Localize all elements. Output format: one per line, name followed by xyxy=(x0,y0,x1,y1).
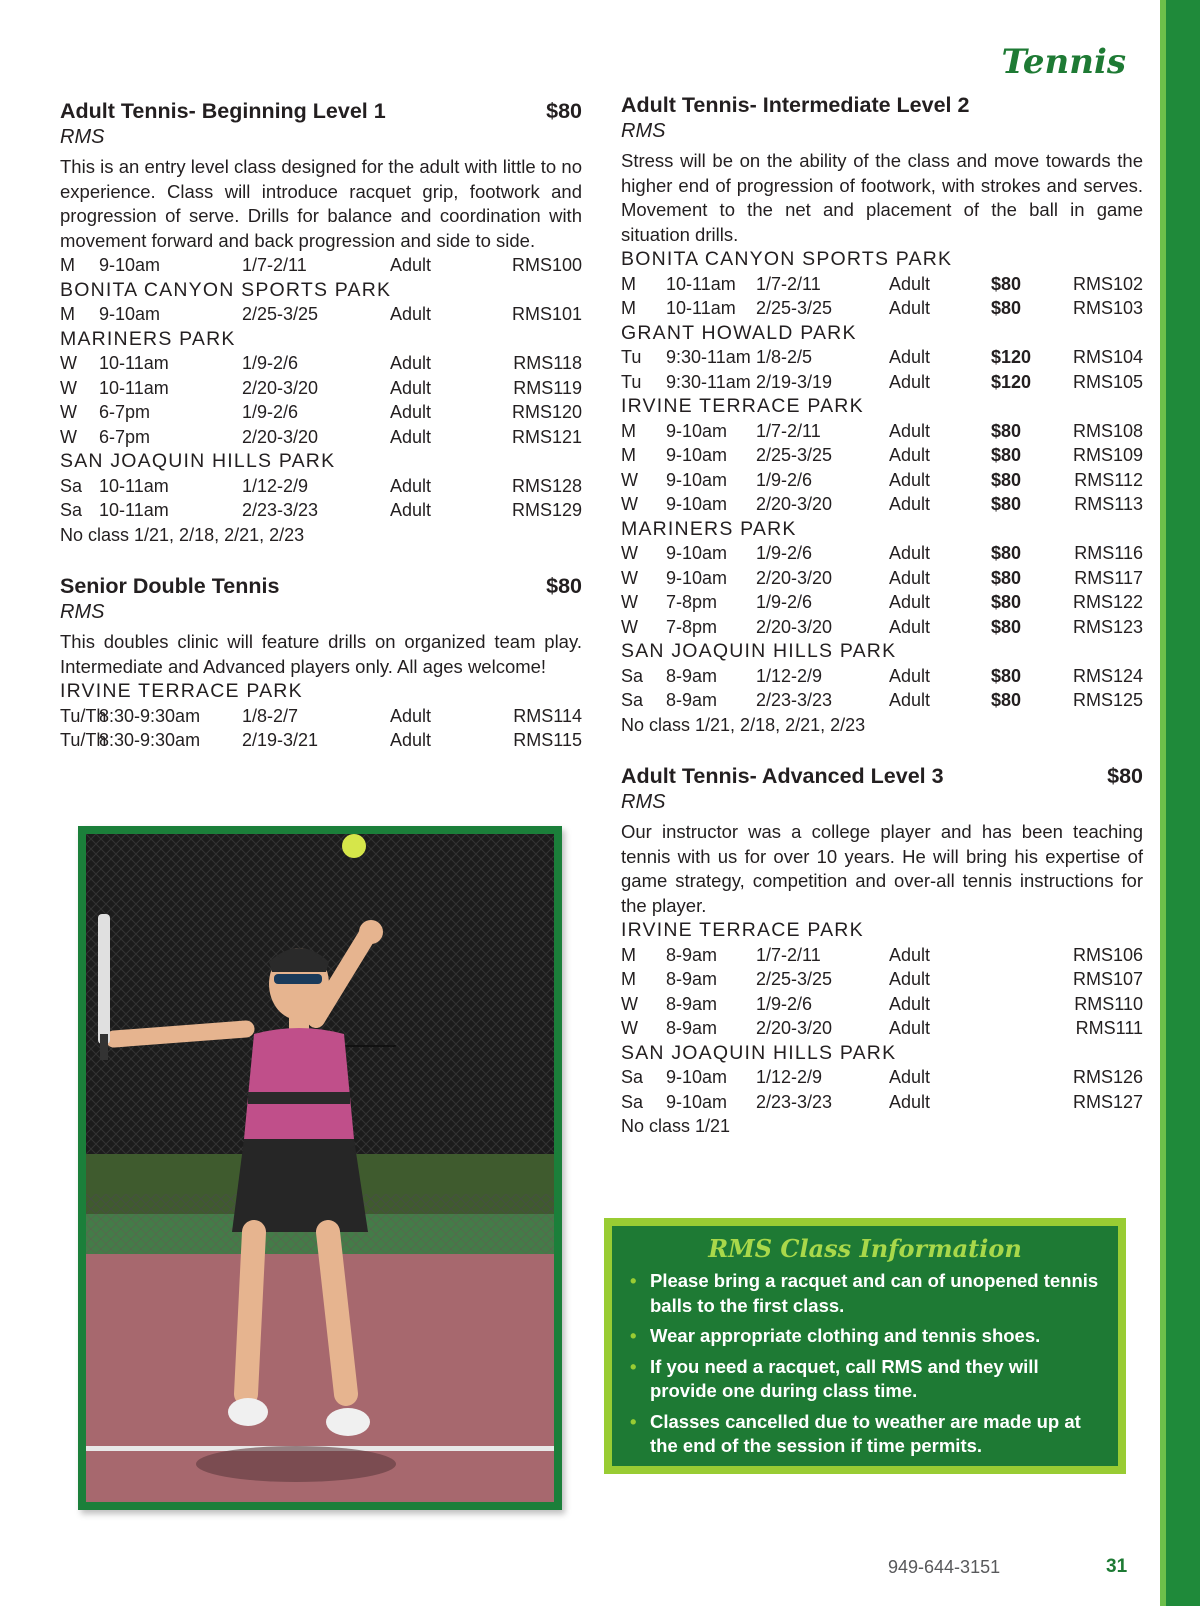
row-course-code: RMS128 xyxy=(511,475,582,496)
row-day: M xyxy=(621,298,636,318)
location-heading: SAN JOAQUIN HILLS PARK xyxy=(621,1041,897,1064)
row-day: W xyxy=(621,494,638,514)
row-dates: 2/20-3/20 xyxy=(242,426,319,447)
location-heading: MARINERS PARK xyxy=(621,517,797,540)
location-heading: BONITA CANYON SPORTS PARK xyxy=(60,278,392,301)
row-dates: 2/20-3/20 xyxy=(756,494,833,514)
row-course-code: RMS104 xyxy=(1072,347,1143,367)
row-course-code: RMS129 xyxy=(511,500,582,520)
info-box xyxy=(604,1218,1126,1474)
row-day: W xyxy=(621,543,638,563)
class-section xyxy=(621,763,1143,1139)
row-age: Adult xyxy=(889,690,931,710)
location-heading: SAN JOAQUIN HILLS PARK xyxy=(60,450,336,472)
row-course-code: RMS103 xyxy=(1072,298,1143,318)
row-dates: 1/7-2/11 xyxy=(242,255,307,275)
section-description: Our instructor was a college player and has been teaching tennis with us for over 10 years. He will bring his expertise of game strategy, competition and over-all tennis instructions for the player. xyxy=(621,821,1143,916)
location-heading: MARINERS PARK xyxy=(60,327,236,350)
row-dates: 2/20-3/20 xyxy=(756,567,833,588)
row-course-code: RMS101 xyxy=(511,304,582,324)
schedule-row xyxy=(621,492,1143,517)
row-dates: 1/12-2/9 xyxy=(756,1067,823,1087)
section-header xyxy=(621,92,1143,119)
row-time: 10-11am xyxy=(666,273,736,294)
row-day: W xyxy=(60,426,77,447)
schedule-row xyxy=(60,474,582,499)
schedule-row xyxy=(60,498,582,523)
row-day: Sa xyxy=(621,1067,644,1087)
row-time: 8-9am xyxy=(666,993,718,1014)
schedule-row xyxy=(621,1065,1143,1090)
row-time: 7-8pm xyxy=(666,616,718,637)
row-course-code: RMS124 xyxy=(1072,665,1143,686)
row-time: 9-10am xyxy=(666,420,728,441)
section-provider: RMS xyxy=(621,791,666,813)
row-age: Adult xyxy=(390,475,432,496)
row-dates: 1/12-2/9 xyxy=(242,475,309,496)
row-dates: 1/9-2/6 xyxy=(756,993,813,1014)
row-dates: 1/8-2/7 xyxy=(242,705,299,726)
row-dates: 2/20-3/20 xyxy=(756,616,833,637)
row-age: Adult xyxy=(390,402,432,422)
row-dates: 1/9-2/6 xyxy=(242,402,299,422)
info-item xyxy=(630,1355,1100,1404)
section-title: Adult Tennis- Intermediate Level 2 xyxy=(621,93,970,117)
class-section xyxy=(621,92,1143,737)
section-note: No class 1/21, 2/18, 2/21, 2/23 xyxy=(60,524,305,545)
schedule-row xyxy=(60,400,582,425)
row-time: 9-10am xyxy=(666,543,728,563)
row-time: 10-11am xyxy=(99,353,169,373)
photo-image xyxy=(86,834,554,1502)
row-dates: 1/9-2/6 xyxy=(242,353,299,373)
row-price: $80 xyxy=(991,298,1022,318)
row-time: 9:30-11am xyxy=(666,371,751,392)
row-dates: 2/23-3/23 xyxy=(242,500,319,520)
row-age: Adult xyxy=(889,273,931,294)
row-price: $80 xyxy=(991,469,1022,490)
location-heading: GRANT HOWALD PARK xyxy=(621,321,857,344)
schedule-row xyxy=(621,615,1143,640)
row-time: 8:30-9:30am xyxy=(99,730,201,750)
row-course-code: RMS125 xyxy=(1072,690,1143,710)
row-price: $80 xyxy=(991,445,1022,465)
row-day: Sa xyxy=(60,475,83,496)
row-course-code: RMS115 xyxy=(513,730,582,750)
row-course-code: RMS126 xyxy=(1072,1067,1143,1087)
row-dates: 1/7-2/11 xyxy=(756,273,821,294)
info-item-text: If you need a racquet, call RMS and they will provide one during class time. xyxy=(650,1355,1039,1401)
right-column xyxy=(621,92,1143,1165)
bullet-icon: • xyxy=(630,1270,637,1291)
row-time: 9-10am xyxy=(99,255,161,275)
row-day: Sa xyxy=(60,500,83,520)
row-course-code: RMS123 xyxy=(1072,616,1143,637)
row-day: Sa xyxy=(621,690,644,710)
schedule-row xyxy=(621,370,1143,395)
row-age: Adult xyxy=(889,494,931,514)
row-day: W xyxy=(621,469,638,490)
section-title: Adult Tennis- Advanced Level 3 xyxy=(621,764,944,788)
location-heading: IRVINE TERRACE PARK xyxy=(621,919,864,941)
row-time: 8:30-9:30am xyxy=(99,705,201,726)
row-time: 8-9am xyxy=(666,944,718,965)
row-day: W xyxy=(621,592,638,612)
section-price: $80 xyxy=(546,99,582,123)
row-time: 10-11am xyxy=(99,500,169,520)
row-course-code: RMS107 xyxy=(1072,969,1143,989)
section-header xyxy=(621,763,1143,790)
schedule-row xyxy=(621,419,1143,444)
row-course-code: RMS112 xyxy=(1074,469,1143,490)
schedule-row xyxy=(60,253,582,278)
row-price: $80 xyxy=(991,592,1022,612)
section-note: No class 1/21 xyxy=(621,1116,731,1136)
location-heading: IRVINE TERRACE PARK xyxy=(60,680,303,702)
row-course-code: RMS108 xyxy=(1072,420,1143,441)
row-dates: 2/25-3/25 xyxy=(242,304,319,324)
row-dates: 1/12-2/9 xyxy=(756,665,823,686)
row-price xyxy=(991,1065,1061,1090)
row-course-code: RMS105 xyxy=(1072,371,1143,392)
row-day: Sa xyxy=(621,665,644,686)
row-age: Adult xyxy=(889,665,931,686)
bullet-icon: • xyxy=(630,1410,637,1432)
row-time: 10-11am xyxy=(666,298,736,318)
row-day: M xyxy=(621,944,636,965)
row-dates: 2/19-3/19 xyxy=(756,371,833,392)
row-course-code: RMS106 xyxy=(1072,944,1143,965)
row-course-code: RMS122 xyxy=(1072,592,1143,612)
row-day: W xyxy=(621,1018,638,1038)
schedule-row xyxy=(621,590,1143,615)
row-day: M xyxy=(621,969,636,989)
row-age: Adult xyxy=(390,705,432,726)
row-price: $80 xyxy=(991,616,1022,637)
side-color-bar xyxy=(1160,0,1200,1606)
row-age: Adult xyxy=(889,567,931,588)
row-time: 10-11am xyxy=(99,475,169,496)
row-age: Adult xyxy=(390,500,432,520)
row-course-code: RMS117 xyxy=(1074,567,1143,588)
row-price: $80 xyxy=(991,665,1022,686)
row-time: 6-7pm xyxy=(99,426,151,447)
section-provider: RMS xyxy=(60,601,105,623)
row-course-code: RMS110 xyxy=(1074,993,1143,1014)
row-day: Sa xyxy=(621,1091,644,1112)
schedule-row xyxy=(621,296,1143,321)
class-section xyxy=(60,98,582,547)
row-day: Tu/Th xyxy=(60,730,107,750)
row-time: 9-10am xyxy=(666,1091,728,1112)
schedule-row xyxy=(60,376,582,401)
section-note: No class 1/21, 2/18, 2/21, 2/23 xyxy=(621,714,866,735)
info-item-text: Please bring a racquet and can of unopened tennis balls to the first class. xyxy=(650,1270,1099,1316)
row-dates: 1/7-2/11 xyxy=(756,944,821,965)
row-price xyxy=(991,967,1061,992)
section-price: $80 xyxy=(1107,764,1143,788)
row-price: $120 xyxy=(991,347,1032,367)
schedule-row xyxy=(60,704,582,729)
row-time: 9-10am xyxy=(666,469,728,490)
row-age: Adult xyxy=(889,298,931,318)
section-title: Adult Tennis- Beginning Level 1 xyxy=(60,99,386,123)
row-dates: 1/9-2/6 xyxy=(756,592,813,612)
schedule-row xyxy=(621,1016,1143,1041)
row-price: $120 xyxy=(991,371,1032,392)
section-header xyxy=(60,573,582,600)
schedule-row xyxy=(621,566,1143,591)
row-price xyxy=(991,992,1061,1017)
row-course-code: RMS121 xyxy=(511,426,582,447)
row-day: Tu xyxy=(621,347,642,367)
row-course-code: RMS109 xyxy=(1072,445,1143,465)
row-dates: 2/25-3/25 xyxy=(756,969,833,989)
info-item-text: Wear appropriate clothing and tennis shoes. xyxy=(650,1325,1041,1346)
row-time: 8-9am xyxy=(666,969,718,989)
row-age: Adult xyxy=(889,993,931,1014)
row-age: Adult xyxy=(390,426,432,447)
row-day: M xyxy=(621,273,636,294)
schedule-row xyxy=(621,967,1143,992)
row-day: M xyxy=(60,304,75,324)
section-description: This doubles clinic will feature drills on organized team play. Intermediate and Advanced players only. All ages welcome! xyxy=(60,631,582,677)
row-course-code: RMS119 xyxy=(513,377,582,398)
row-day: W xyxy=(60,353,77,373)
row-price xyxy=(991,1016,1061,1041)
row-course-code: RMS116 xyxy=(1074,543,1143,563)
row-dates: 1/9-2/6 xyxy=(756,543,813,563)
row-course-code: RMS114 xyxy=(513,705,582,726)
row-age: Adult xyxy=(889,543,931,563)
row-age: Adult xyxy=(889,420,931,441)
row-day: M xyxy=(60,255,75,275)
schedule-row xyxy=(60,351,582,376)
row-course-code: RMS102 xyxy=(1072,273,1143,294)
schedule-row xyxy=(621,1090,1143,1115)
location-heading: BONITA CANYON SPORTS PARK xyxy=(621,248,953,270)
row-price: $80 xyxy=(991,494,1022,514)
row-time: 9-10am xyxy=(666,567,728,588)
schedule-row xyxy=(621,272,1143,297)
row-day: M xyxy=(621,420,636,441)
bullet-icon: • xyxy=(630,1355,637,1377)
row-course-code: RMS100 xyxy=(511,255,582,275)
row-course-code: RMS111 xyxy=(1075,1018,1143,1038)
row-age: Adult xyxy=(390,377,432,398)
row-time: 9-10am xyxy=(666,445,728,465)
footer-phone: 949-644-3151 xyxy=(888,1557,1001,1577)
row-price xyxy=(991,943,1061,968)
schedule-row xyxy=(621,992,1143,1017)
schedule-row xyxy=(621,664,1143,689)
row-course-code: RMS113 xyxy=(1074,494,1143,514)
section-provider: RMS xyxy=(60,126,105,148)
schedule-row xyxy=(621,943,1143,968)
row-time: 9-10am xyxy=(666,494,728,514)
row-age: Adult xyxy=(889,445,931,465)
section-price: $80 xyxy=(546,574,582,598)
row-age: Adult xyxy=(889,969,931,989)
row-time: 8-9am xyxy=(666,1018,718,1038)
schedule-row xyxy=(621,443,1143,468)
row-time: 9:30-11am xyxy=(666,347,751,367)
page-title: Tennis xyxy=(1001,42,1126,82)
row-age: Adult xyxy=(889,1067,931,1087)
row-time: 9-10am xyxy=(99,304,161,324)
row-day: Tu xyxy=(621,371,642,392)
tennis-player-photo xyxy=(78,826,562,1510)
row-age: Adult xyxy=(889,347,931,367)
schedule-row xyxy=(621,541,1143,566)
row-time: 6-7pm xyxy=(99,402,151,422)
left-column xyxy=(60,98,582,779)
row-age: Adult xyxy=(889,616,931,637)
schedule-row xyxy=(60,302,582,327)
row-dates: 1/7-2/11 xyxy=(756,420,821,441)
info-box-list xyxy=(630,1269,1100,1459)
class-section xyxy=(60,573,582,753)
row-age: Adult xyxy=(889,469,931,490)
row-age: Adult xyxy=(889,1018,931,1038)
row-course-code: RMS118 xyxy=(513,353,582,373)
row-price: $80 xyxy=(991,543,1022,563)
row-time: 8-9am xyxy=(666,690,718,710)
row-course-code: RMS127 xyxy=(1072,1091,1143,1112)
schedule-row xyxy=(60,425,582,450)
schedule-row xyxy=(60,728,582,753)
row-dates: 1/9-2/6 xyxy=(756,469,813,490)
row-dates: 2/23-3/23 xyxy=(756,690,833,710)
info-box-title: RMS Class Information xyxy=(708,1234,1022,1263)
row-day: M xyxy=(621,445,636,465)
row-price: $80 xyxy=(991,567,1022,588)
bullet-icon: • xyxy=(630,1325,637,1346)
page-number: 31 xyxy=(1106,1556,1128,1577)
row-dates: 1/8-2/5 xyxy=(756,347,813,367)
row-time: 7-8pm xyxy=(666,592,718,612)
row-dates: 2/19-3/21 xyxy=(242,730,319,750)
row-time: 8-9am xyxy=(666,665,718,686)
schedule-row xyxy=(621,468,1143,493)
info-item xyxy=(630,1410,1100,1459)
row-dates: 2/20-3/20 xyxy=(242,377,319,398)
row-dates: 2/25-3/25 xyxy=(756,445,833,465)
section-provider: RMS xyxy=(621,120,666,142)
info-item xyxy=(630,1324,1100,1349)
schedule-row xyxy=(621,688,1143,713)
row-age: Adult xyxy=(889,592,931,612)
section-description: Stress will be on the ability of the class and move towards the higher end of progression of footwork, with strokes and serves. Movement to the net and placement of the ball in game situation drills. xyxy=(621,150,1143,245)
row-price: $80 xyxy=(991,420,1022,441)
row-age: Adult xyxy=(889,944,931,965)
row-age: Adult xyxy=(390,255,432,275)
row-age: Adult xyxy=(889,1091,931,1112)
row-age: Adult xyxy=(889,371,931,392)
row-age: Adult xyxy=(390,730,432,750)
section-title: Senior Double Tennis xyxy=(60,574,280,598)
info-box-panel xyxy=(612,1226,1118,1466)
row-age: Adult xyxy=(390,353,432,373)
row-price: $80 xyxy=(991,690,1022,710)
row-day: W xyxy=(60,402,77,422)
row-price: $80 xyxy=(991,273,1022,294)
row-day: W xyxy=(621,567,638,588)
row-time: 9-10am xyxy=(666,1067,728,1087)
row-price xyxy=(991,1090,1061,1115)
info-item xyxy=(630,1269,1100,1318)
section-description: This is an entry level class designed for the adult with little to no experience. Class will introduce racquet grip, footwork and progression of serve. Drills for balance and coordination with movement forward and back progression and side to side. xyxy=(60,156,582,251)
row-age: Adult xyxy=(390,304,432,324)
row-dates: 2/23-3/23 xyxy=(756,1091,833,1112)
row-day: Tu/Th xyxy=(60,705,107,726)
row-dates: 2/20-3/20 xyxy=(756,1018,833,1038)
location-heading: IRVINE TERRACE PARK xyxy=(621,395,864,417)
row-dates: 2/25-3/25 xyxy=(756,298,833,318)
location-heading: SAN JOAQUIN HILLS PARK xyxy=(621,640,897,662)
schedule-row xyxy=(621,345,1143,370)
row-day: W xyxy=(60,377,77,398)
row-time: 10-11am xyxy=(99,377,169,398)
info-item-text: Classes cancelled due to weather are made up at the end of the session if time permits. xyxy=(650,1410,1081,1456)
row-course-code: RMS120 xyxy=(511,402,582,422)
row-day: W xyxy=(621,616,638,637)
row-day: W xyxy=(621,993,638,1014)
section-header xyxy=(60,98,582,125)
